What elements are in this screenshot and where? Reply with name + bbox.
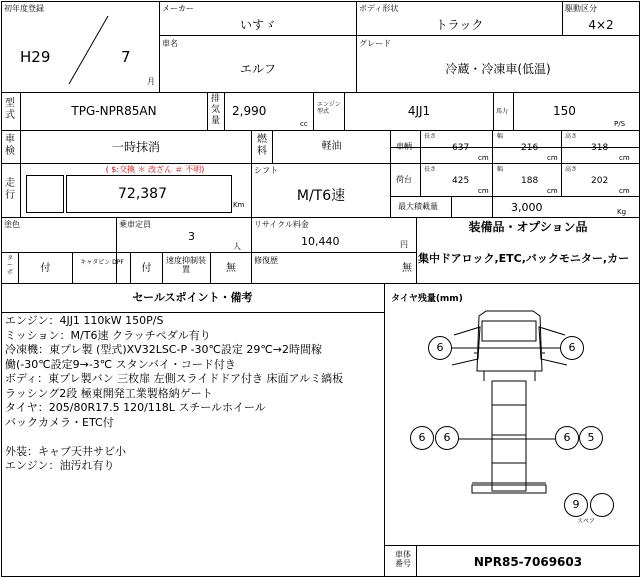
sales-line: ボディ：東プレ製バン 三枚扉 左側スライドドア付き 床面アルミ縞板 (5, 372, 344, 385)
inspection-label: 車検 (5, 134, 15, 157)
engine-model-value: 4JJ1 (407, 104, 431, 118)
tire-rear-right-inner: 6 (555, 426, 579, 450)
first-reg-year: H29 (20, 48, 51, 66)
tire-front-right: 6 (560, 336, 584, 360)
bed-label: 荷台 (396, 175, 412, 184)
fuel-value: 軽油 (321, 141, 342, 152)
vehicle-height: 318 (591, 143, 609, 153)
cm-unit: cm (619, 187, 630, 195)
sales-line: エンジン：4JJ1 110kW 150P/S (5, 314, 164, 327)
max-load-value: 3,000 (511, 201, 543, 214)
displacement-unit: cc (300, 120, 308, 128)
displacement-label: 排気量 (211, 94, 221, 126)
bed-length: 425 (452, 176, 470, 186)
date-slash (0, 0, 160, 93)
chassis-label: 車体番号 (395, 550, 411, 568)
turbo-value: 付 (40, 263, 51, 274)
sales-line: エンジン：油汚れ有り (5, 459, 115, 472)
speed-limiter-value: 無 (226, 263, 236, 274)
maker-label: メーカー (162, 4, 194, 13)
grade-value: 冷蔵・冷凍車(低温) (445, 62, 551, 76)
tire-title: タイヤ残量(mm) (391, 294, 463, 304)
capacity-label: 乗車定員 (119, 220, 151, 229)
displacement-value: 2,990 (232, 104, 267, 118)
repair-value: 無 (402, 263, 412, 274)
tire-front-left: 6 (428, 336, 452, 360)
km-unit: Km (233, 201, 245, 209)
recycle-label: リサイクル料金 (254, 220, 309, 229)
grade-label: グレード (359, 39, 391, 48)
drive-value: 4×2 (588, 18, 614, 32)
kg-unit: Kg (617, 208, 627, 216)
body-shape-label: ボディ形状 (359, 4, 399, 13)
cm-unit: cm (619, 154, 630, 162)
vehicle-height-label: 高さ (565, 133, 578, 140)
bed-width: 188 (521, 176, 539, 186)
mileage-mark-box (26, 175, 64, 213)
engine-model-label: エンジン型式 (317, 101, 341, 115)
chassis-number: NPR85-7069603 (473, 555, 583, 569)
recycle-value: 10,440 (301, 235, 340, 248)
horsepower-value: 150 (553, 104, 576, 118)
tire-rear-left-inner: 6 (435, 426, 459, 450)
vehicle-length-label: 長さ (424, 133, 437, 140)
tire-spare-slot (590, 493, 614, 517)
first-reg-label: 初年度登録 (4, 4, 44, 13)
spare-label: スペア (577, 518, 596, 525)
cm-unit: cm (478, 154, 489, 162)
sales-line: 働(-30℃設定9→-3℃ スタンバイ・コード付き (5, 357, 236, 371)
tire-rear-left-outer: 6 (410, 426, 434, 450)
cm-unit: cm (478, 187, 489, 195)
inspection-value: 一時抹消 (111, 140, 160, 154)
speed-limiter-label: 速度抑制装置 (166, 256, 206, 274)
catalyst-label: キャタピン DPF (80, 259, 124, 266)
body-shape-value: トラック (435, 18, 484, 32)
mileage-value: 72,387 (118, 186, 167, 202)
cm-unit: cm (547, 154, 558, 162)
turbo-label: ターボ (7, 255, 14, 276)
max-load-label: 最大積載量 (398, 202, 438, 211)
catalyst-value: 付 (141, 263, 152, 274)
cm-unit: cm (547, 187, 558, 195)
horsepower-unit: P/S (614, 120, 626, 128)
repair-label: 修復歴 (254, 256, 278, 265)
model-value: TPG-NPR85AN (71, 104, 157, 118)
vehicle-width-label: 幅 (497, 133, 504, 140)
drive-label: 駆動区分 (565, 4, 597, 13)
bed-height-label: 高さ (565, 166, 578, 173)
car-name-value: エルフ (239, 62, 276, 76)
sales-line: 外装：キャブ天井サビ小 (5, 444, 126, 458)
car-name-label: 車名 (162, 39, 178, 48)
bed-width-label: 幅 (497, 166, 504, 173)
vehicle-dims-label: 車輌 (396, 142, 412, 151)
sales-line: タイヤ：205/80R17.5 120/118L スチールホイール (5, 401, 266, 414)
color-label: 塗色 (4, 220, 20, 229)
maker-value: いすゞ (239, 18, 276, 32)
person-unit: 人 (233, 242, 241, 251)
month-unit: 月 (147, 77, 155, 86)
sales-line: ラッシング2段 極東開発工業製格納ゲート (5, 386, 213, 400)
shift-value: M/T6速 (296, 188, 346, 204)
mileage-label: 走行 (5, 178, 15, 201)
yen-unit: 円 (400, 240, 408, 249)
first-reg-month: 7 (121, 48, 131, 66)
bed-height: 202 (591, 176, 609, 186)
model-label: 型式 (5, 98, 15, 121)
equipment-list: 集中ドアロック,ETC,バックモニター,カー (418, 252, 630, 265)
horsepower-label: 馬力 (496, 108, 509, 115)
fuel-label: 燃料 (257, 134, 267, 157)
sales-title: セールスポイント・備考 (132, 291, 253, 304)
sales-line: ミッション：M/T6速 クラッチペダル有り (5, 328, 211, 342)
tire-spare: 9 (564, 493, 588, 517)
shift-label: シフト (254, 166, 278, 175)
sales-line: 冷凍機：東プレ製 (型式)XV32LSC-P -30℃設定 29℃→2時間稼 (5, 343, 322, 356)
sales-line: バックカメラ・ETC付 (5, 415, 114, 429)
tire-rear-right-outer: 5 (579, 426, 603, 450)
vehicle-width: 216 (521, 143, 539, 153)
bed-length-label: 長さ (424, 166, 437, 173)
mileage-note: ( $:交換 ＊ 改ざん ＃ 不明) (105, 165, 205, 174)
vehicle-length: 637 (452, 143, 470, 153)
equipment-title: 装備品・オプション品 (468, 220, 588, 234)
capacity-value: 3 (188, 230, 195, 243)
